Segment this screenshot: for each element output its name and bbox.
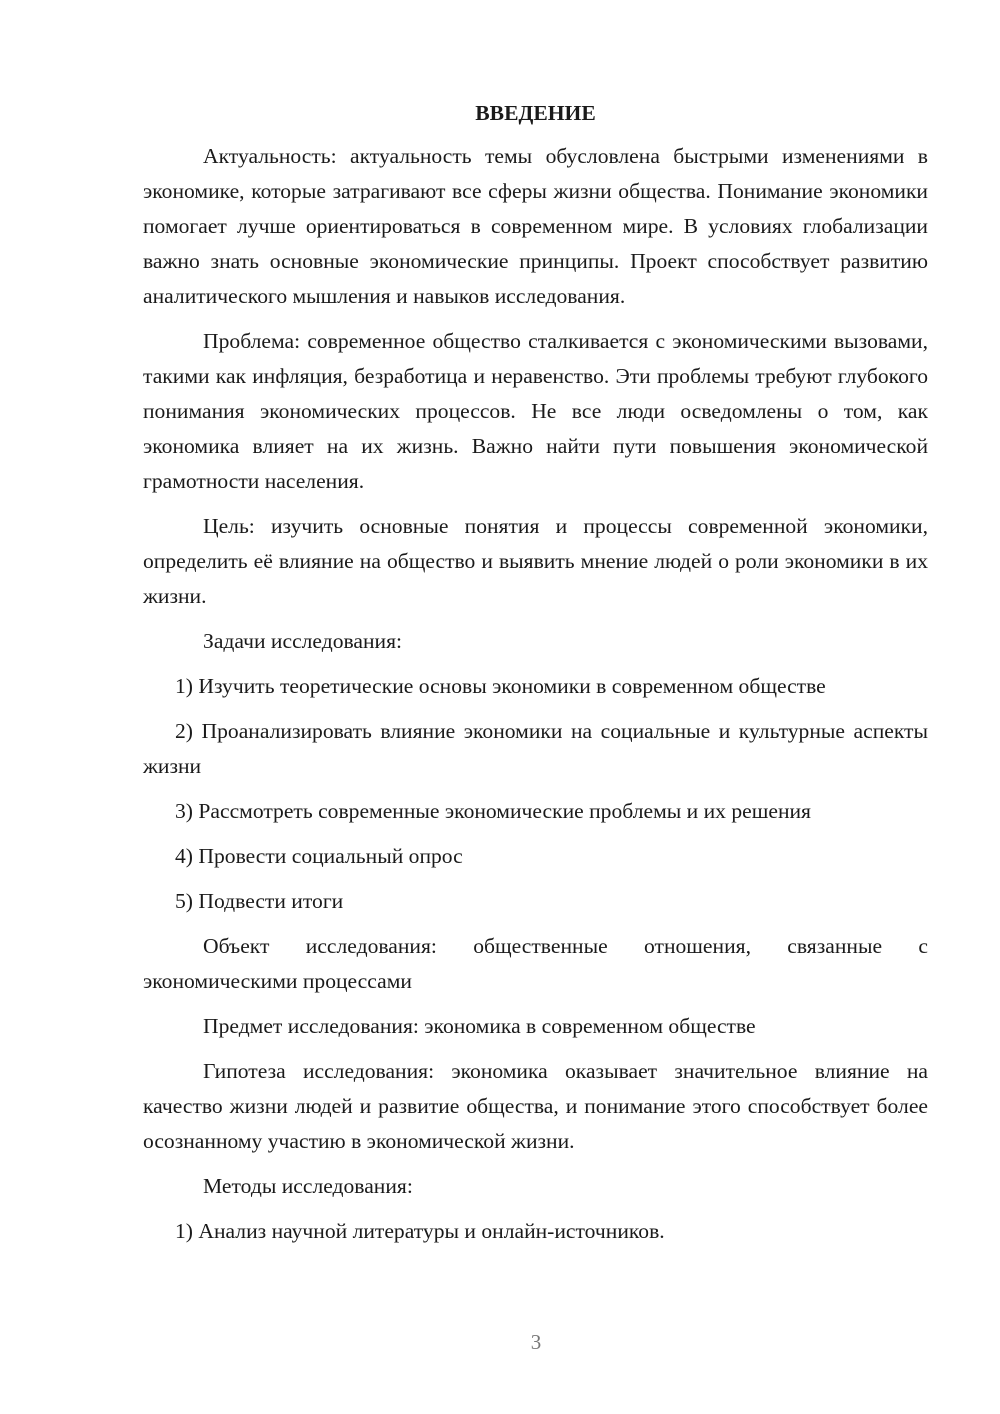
tasks-heading: Задачи исследования:: [203, 629, 403, 653]
page-title: ВВЕДЕНИЕ: [475, 101, 596, 125]
page-body: [143, 96, 928, 1259]
task-item: 2) Проанализировать влияние экономики на социальные и культурные аспекты жизни: [143, 719, 928, 778]
methods-heading: Методы исследования:: [203, 1174, 413, 1198]
task-item: 5) Подвести итоги: [175, 889, 344, 913]
page-number: 3: [530, 1330, 542, 1354]
method-item: 1) Анализ научной литературы и онлайн-источников.: [175, 1219, 665, 1243]
relevance-paragraph: Актуальность: актуальность темы обусловлена быстрыми изменениями в экономике, которые затрагивают все сферы жизни общества. Понимание экономики помогает лучше ориентироваться в современном мире. В условиях глобализации важно знать основные экономические принципы. Проект способствует развитию аналитического мышления и навыков исследования.: [143, 144, 928, 308]
task-item: 1) Изучить теоретические основы экономики в современном обществе: [175, 674, 826, 698]
subject-paragraph: Предмет исследования: экономика в современном обществе: [203, 1014, 756, 1038]
object-paragraph: Объект исследования: общественные отношения, связанные с экономическими процессами: [143, 934, 928, 993]
task-item: 3) Рассмотреть современные экономические проблемы и их решения: [175, 799, 811, 823]
problem-paragraph: Проблема: современное общество сталкивается с экономическими вызовами, такими как инфляция, безработица и неравенство. Эти проблемы требуют глубокого понимания экономических процессов. Не все люди осведомлены о том, как экономика влияет на их жизнь. Важно найти пути повышения экономической грамотности населения.: [143, 329, 928, 493]
goal-paragraph: Цель: изучить основные понятия и процессы современной экономики, определить её влияние на общество и выявить мнение людей о роли экономики в их жизни.: [143, 514, 928, 608]
task-item: 4) Провести социальный опрос: [175, 844, 463, 868]
hypothesis-paragraph: Гипотеза исследования: экономика оказывает значительное влияние на качество жизни людей и развитие общества, и понимание этого способствует более осознанному участию в экономической жизни.: [143, 1059, 928, 1153]
